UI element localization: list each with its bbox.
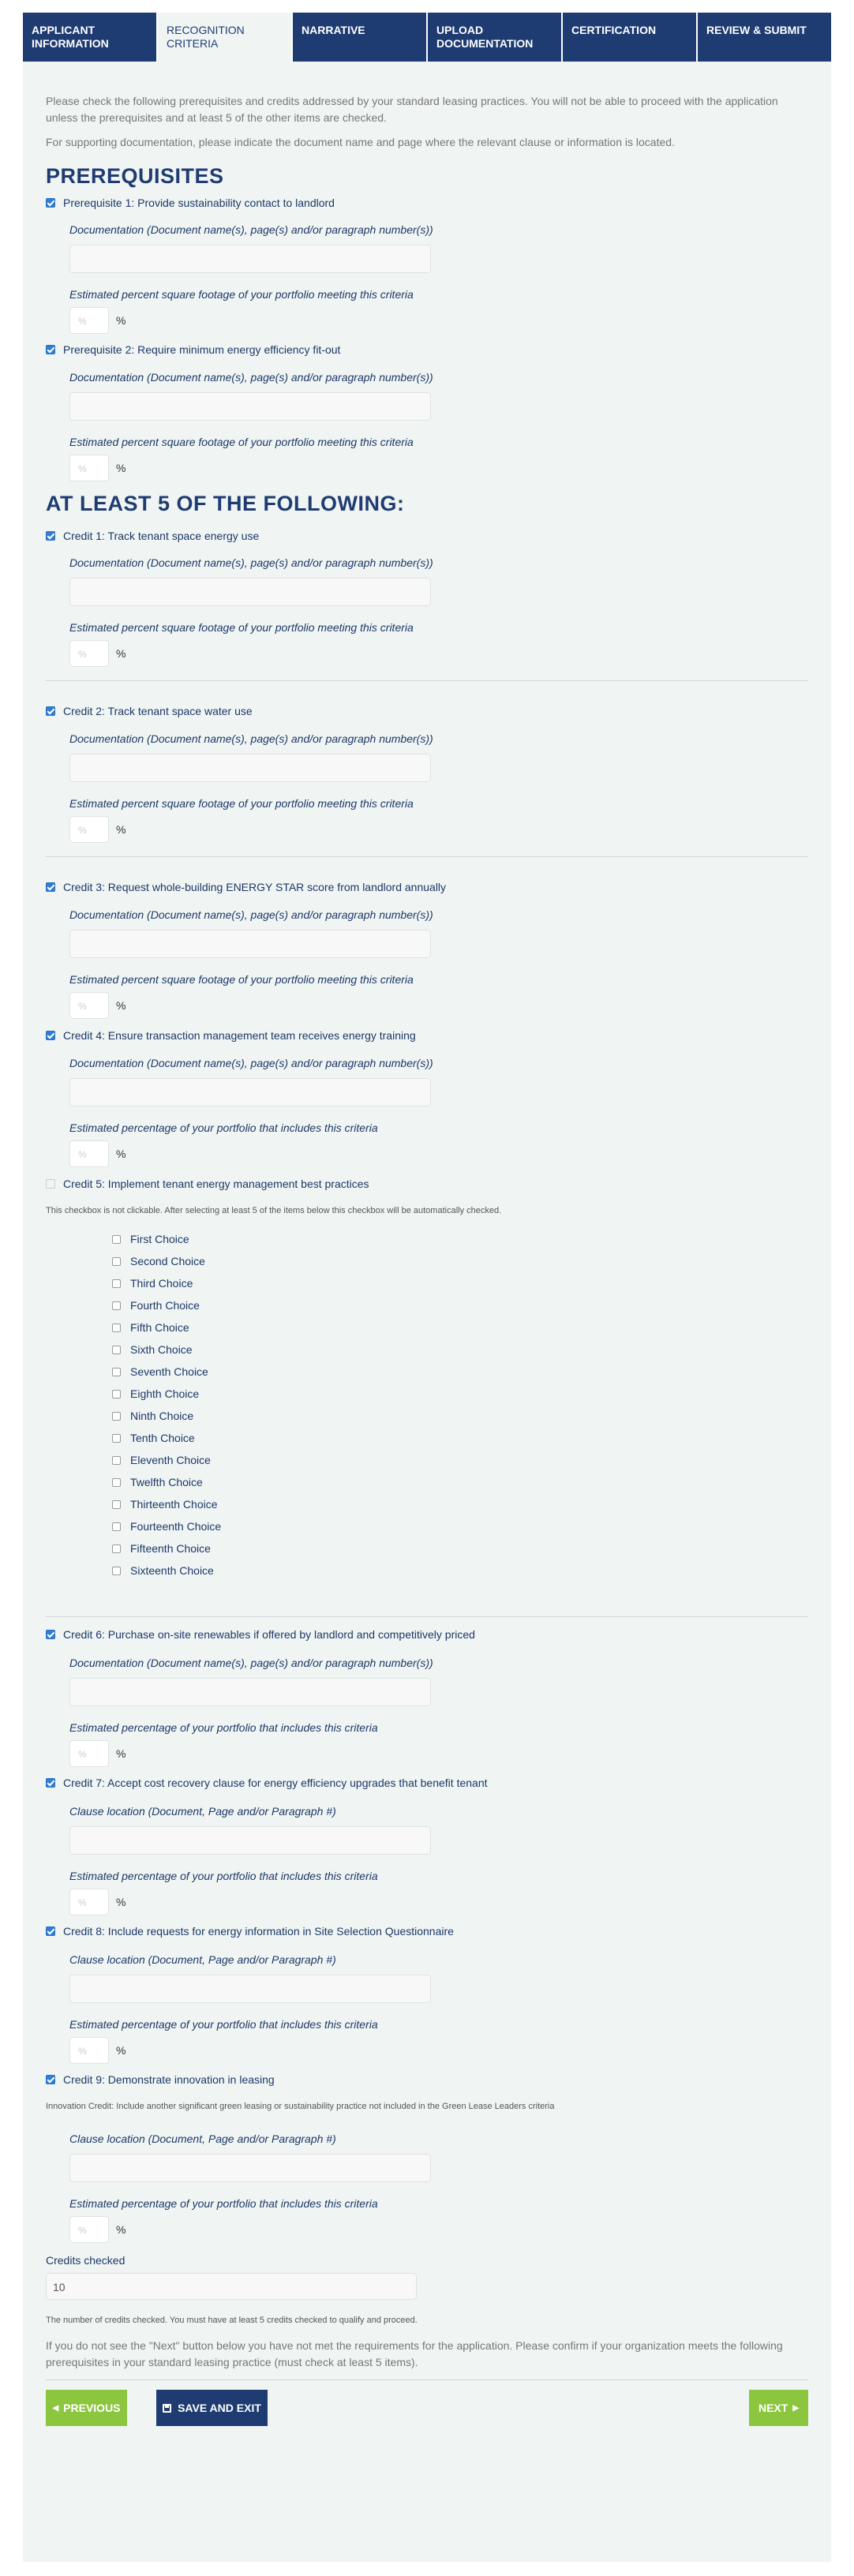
documentation-input[interactable] — [69, 578, 431, 606]
checkbox-unchecked[interactable] — [112, 1279, 121, 1288]
chevron-left-icon: ◀ — [52, 2403, 59, 2413]
credit-9-note: Innovation Credit: Include another significant green leasing or sustainability practice not included in the Green Lease Leaders criteria — [46, 2102, 555, 2111]
checkbox-checked[interactable] — [46, 706, 55, 716]
choice-label: First Choice — [130, 1233, 189, 1245]
save-icon — [163, 2404, 171, 2413]
checkbox-checked[interactable] — [46, 1926, 55, 1936]
choice-item[interactable] — [112, 1233, 189, 1245]
percent-unit: % — [116, 647, 126, 660]
estimate-label: Estimated percent square footage of your portfolio meeting this criteria — [69, 436, 414, 448]
credit-9-checkbox[interactable]: Credit 9: Demonstrate innovation in leasing — [46, 2073, 275, 2086]
tab-recognition-criteria[interactable]: RECOGNITION CRITERIA — [158, 13, 293, 62]
chevron-right-icon: ▶ — [792, 2403, 800, 2413]
choice-label: Fourth Choice — [130, 1299, 200, 1312]
checkbox-unchecked[interactable] — [112, 1456, 121, 1465]
checkbox-checked[interactable] — [46, 345, 55, 354]
next-button[interactable]: NEXT ▶ — [749, 2390, 808, 2426]
credit-6-checkbox[interactable]: Credit 6: Purchase on-site renewables if offered by landlord and competitively priced — [46, 1628, 475, 1641]
intro-documentation-text: For supporting documentation, please indicate the document name and page where the relevant clause or information is located. — [46, 136, 675, 148]
intro-text: Please check the following prerequisites and credits addressed by your standard leasing practices. You will not be able to proceed with the application unless the prerequisites and at least 5 of the other items are checked. — [46, 95, 778, 124]
credit-1-checkbox[interactable]: Credit 1: Track tenant space energy use — [46, 530, 259, 542]
choice-item[interactable] — [112, 1476, 203, 1488]
choice-item[interactable] — [112, 1343, 193, 1356]
form-panel — [23, 62, 831, 2562]
percent-field — [69, 1740, 125, 1767]
checkbox-disabled — [46, 1179, 55, 1189]
divider — [46, 680, 808, 681]
checkbox-unchecked[interactable] — [112, 1544, 121, 1553]
choice-item[interactable] — [112, 1410, 193, 1422]
percent-field — [69, 992, 125, 1019]
percent-input[interactable]: % — [69, 1889, 109, 1915]
percent-input[interactable]: % — [69, 2216, 109, 2243]
checkbox-checked[interactable] — [46, 882, 55, 892]
credit-3-checkbox[interactable]: Credit 3: Request whole-building ENERGY STAR score from landlord annually — [46, 881, 446, 893]
percent-input[interactable]: % — [69, 2037, 109, 2064]
percent-field — [69, 2216, 125, 2243]
prerequisite-2-checkbox[interactable]: Prerequisite 2: Require minimum energy efficiency fit-out — [46, 343, 340, 356]
checkbox-checked[interactable] — [46, 2075, 55, 2084]
percent-input[interactable]: % — [69, 992, 109, 1019]
documentation-input[interactable] — [69, 245, 431, 273]
percent-unit: % — [116, 1747, 126, 1760]
estimate-label: Estimated percentage of your portfolio that includes this criteria — [69, 1121, 378, 1134]
checkbox-checked[interactable] — [46, 1031, 55, 1040]
choice-item[interactable] — [112, 1454, 211, 1466]
estimate-label: Estimated percent square footage of your portfolio meeting this criteria — [69, 288, 414, 301]
percent-unit: % — [116, 999, 126, 1012]
checkbox-checked[interactable] — [46, 1778, 55, 1788]
percent-unit: % — [116, 2044, 126, 2057]
prerequisites-heading: PREREQUISITES — [46, 164, 224, 188]
percent-unit: % — [116, 1148, 126, 1160]
checkbox-unchecked[interactable] — [112, 1346, 121, 1354]
choice-item[interactable] — [112, 1542, 211, 1555]
credits-checked-note: The number of credits checked. You must have at least 5 credits checked to qualify and proceed. — [46, 2316, 418, 2325]
prerequisite-1-checkbox[interactable]: Prerequisite 1: Provide sustainability contact to landlord — [46, 197, 335, 209]
credit-5-note: This checkbox is not clickable. After selecting at least 5 of the items below this checkbox will be automatically checked. — [46, 1206, 502, 1215]
percent-field — [69, 455, 125, 481]
documentation-label: Documentation (Document name(s), page(s) and/or paragraph number(s)) — [69, 371, 433, 384]
percent-unit: % — [116, 1896, 126, 1908]
checkbox-checked[interactable] — [46, 1630, 55, 1639]
percent-input[interactable]: % — [69, 816, 109, 843]
checkbox-checked[interactable] — [46, 531, 55, 541]
clause-location-input[interactable] — [69, 1975, 431, 2003]
percent-input[interactable]: % — [69, 1140, 109, 1167]
divider — [46, 856, 808, 857]
choice-label: Sixth Choice — [130, 1343, 193, 1356]
percent-unit: % — [116, 314, 126, 327]
choice-label: Thirteenth Choice — [130, 1498, 218, 1511]
estimate-label: Estimated percentage of your portfolio that includes this criteria — [69, 2197, 378, 2210]
documentation-input[interactable] — [69, 1678, 431, 1706]
percent-field — [69, 1140, 125, 1167]
choice-item[interactable] — [112, 1299, 200, 1312]
credit-4-checkbox[interactable]: Credit 4: Ensure transaction management team receives energy training — [46, 1029, 416, 1042]
estimate-label: Estimated percentage of your portfolio that includes this criteria — [69, 2018, 378, 2031]
percent-field — [69, 307, 125, 334]
documentation-input[interactable] — [69, 754, 431, 782]
choice-label: Eleventh Choice — [130, 1454, 211, 1466]
clause-location-input[interactable] — [69, 1826, 431, 1855]
documentation-label: Documentation (Document name(s), page(s) and/or paragraph number(s)) — [69, 556, 433, 569]
clause-location-label: Clause location (Document, Page and/or Paragraph #) — [69, 1805, 336, 1818]
percent-field — [69, 816, 125, 843]
tab-certification[interactable]: CERTIFICATION — [563, 13, 698, 62]
choice-label: Fourteenth Choice — [130, 1520, 222, 1533]
choice-item[interactable] — [112, 1321, 189, 1334]
choice-label: Second Choice — [130, 1255, 205, 1267]
estimate-label: Estimated percent square footage of your portfolio meeting this criteria — [69, 797, 414, 810]
divider — [46, 2379, 808, 2380]
choice-item[interactable] — [112, 1564, 214, 1577]
estimate-label: Estimated percent square footage of your portfolio meeting this criteria — [69, 621, 414, 634]
checkbox-unchecked[interactable] — [112, 1390, 121, 1398]
checkbox-unchecked[interactable] — [112, 1368, 121, 1376]
checkbox-unchecked[interactable] — [112, 1434, 121, 1443]
checkbox-unchecked[interactable] — [112, 1301, 121, 1310]
choice-item[interactable] — [112, 1277, 193, 1290]
clause-location-label: Clause location (Document, Page and/or Paragraph #) — [69, 1953, 336, 1966]
choice-item[interactable] — [112, 1498, 218, 1511]
previous-button[interactable]: ◀ PREVIOUS — [46, 2390, 127, 2426]
choice-label: Tenth Choice — [130, 1432, 195, 1444]
at-least-5-heading: AT LEAST 5 OF THE FOLLOWING: — [46, 492, 405, 515]
divider — [46, 1616, 808, 1617]
checkbox-unchecked[interactable] — [112, 1478, 121, 1487]
checkbox-unchecked[interactable] — [112, 1235, 121, 1244]
documentation-input[interactable] — [69, 392, 431, 421]
percent-input[interactable]: % — [69, 640, 109, 667]
choice-item[interactable] — [112, 1365, 208, 1378]
choice-label: Sixteenth Choice — [130, 1564, 214, 1577]
percent-unit: % — [116, 462, 126, 474]
documentation-label: Documentation (Document name(s), page(s) and/or paragraph number(s)) — [69, 1057, 433, 1069]
final-note: If you do not see the "Next" button below you have not met the requirements for the application. Please confirm if your organization meets the following prerequisites in your standard leasing practice (must check at least 5 items). — [46, 2339, 783, 2368]
documentation-label: Documentation (Document name(s), page(s) and/or paragraph number(s)) — [69, 1657, 433, 1669]
checkbox-unchecked[interactable] — [112, 1522, 121, 1531]
credits-checked-label: Credits checked — [46, 2254, 125, 2267]
tab-upload-documentation[interactable]: UPLOAD DOCUMENTATION — [428, 13, 563, 62]
percent-input[interactable]: % — [69, 307, 109, 334]
percent-field — [69, 1889, 125, 1915]
percent-input[interactable]: % — [69, 1740, 109, 1767]
choice-item[interactable] — [112, 1387, 199, 1400]
percent-unit: % — [116, 823, 126, 836]
documentation-input[interactable] — [69, 930, 431, 958]
estimate-label: Estimated percent square footage of your portfolio meeting this criteria — [69, 973, 414, 986]
choice-item[interactable] — [112, 1432, 195, 1444]
percent-input[interactable]: % — [69, 455, 109, 481]
checkbox-checked[interactable] — [46, 198, 55, 208]
choice-label: Fifteenth Choice — [130, 1542, 211, 1555]
documentation-input[interactable] — [69, 1078, 431, 1106]
checkbox-unchecked[interactable] — [112, 1567, 121, 1575]
choice-item[interactable] — [112, 1255, 205, 1267]
percent-field — [69, 2037, 125, 2064]
checkbox-unchecked[interactable] — [112, 1500, 121, 1509]
save-and-exit-button[interactable]: SAVE AND EXIT — [156, 2390, 268, 2426]
clause-location-label: Clause location (Document, Page and/or Paragraph #) — [69, 2132, 336, 2145]
choice-label: Fifth Choice — [130, 1321, 189, 1334]
checkbox-unchecked[interactable] — [112, 1412, 121, 1421]
tab-review-submit[interactable]: REVIEW & SUBMIT — [698, 13, 831, 62]
tab-applicant-information[interactable]: APPLICANT INFORMATION — [23, 13, 158, 62]
credit-5-checkbox: Credit 5: Implement tenant energy management best practices — [46, 1178, 369, 1190]
tab-narrative[interactable]: NARRATIVE — [293, 13, 428, 62]
credit-7-checkbox[interactable]: Credit 7: Accept cost recovery clause for energy efficiency upgrades that benefit tenant — [46, 1777, 488, 1789]
percent-field — [69, 640, 125, 667]
choice-item[interactable] — [112, 1520, 221, 1533]
choice-label: Seventh Choice — [130, 1365, 208, 1378]
estimate-label: Estimated percentage of your portfolio that includes this criteria — [69, 1721, 378, 1734]
documentation-label: Documentation (Document name(s), page(s) and/or paragraph number(s)) — [69, 223, 433, 236]
credits-checked-field: 10 — [46, 2273, 417, 2300]
documentation-label: Documentation (Document name(s), page(s) and/or paragraph number(s)) — [69, 732, 433, 745]
checkbox-unchecked[interactable] — [112, 1324, 121, 1332]
choice-label: Ninth Choice — [130, 1410, 194, 1422]
credit-8-checkbox[interactable]: Credit 8: Include requests for energy information in Site Selection Questionnaire — [46, 1925, 454, 1938]
clause-location-input[interactable] — [69, 2154, 431, 2182]
estimate-label: Estimated percentage of your portfolio that includes this criteria — [69, 1870, 378, 1882]
choice-label: Twelfth Choice — [130, 1476, 203, 1488]
documentation-label: Documentation (Document name(s), page(s) and/or paragraph number(s)) — [69, 908, 433, 921]
choice-label: Third Choice — [130, 1277, 193, 1290]
percent-unit: % — [116, 2223, 126, 2236]
choice-label: Eighth Choice — [130, 1387, 200, 1400]
tab-bar — [23, 13, 831, 62]
credit-2-checkbox[interactable]: Credit 2: Track tenant space water use — [46, 705, 253, 717]
checkbox-unchecked[interactable] — [112, 1257, 121, 1266]
